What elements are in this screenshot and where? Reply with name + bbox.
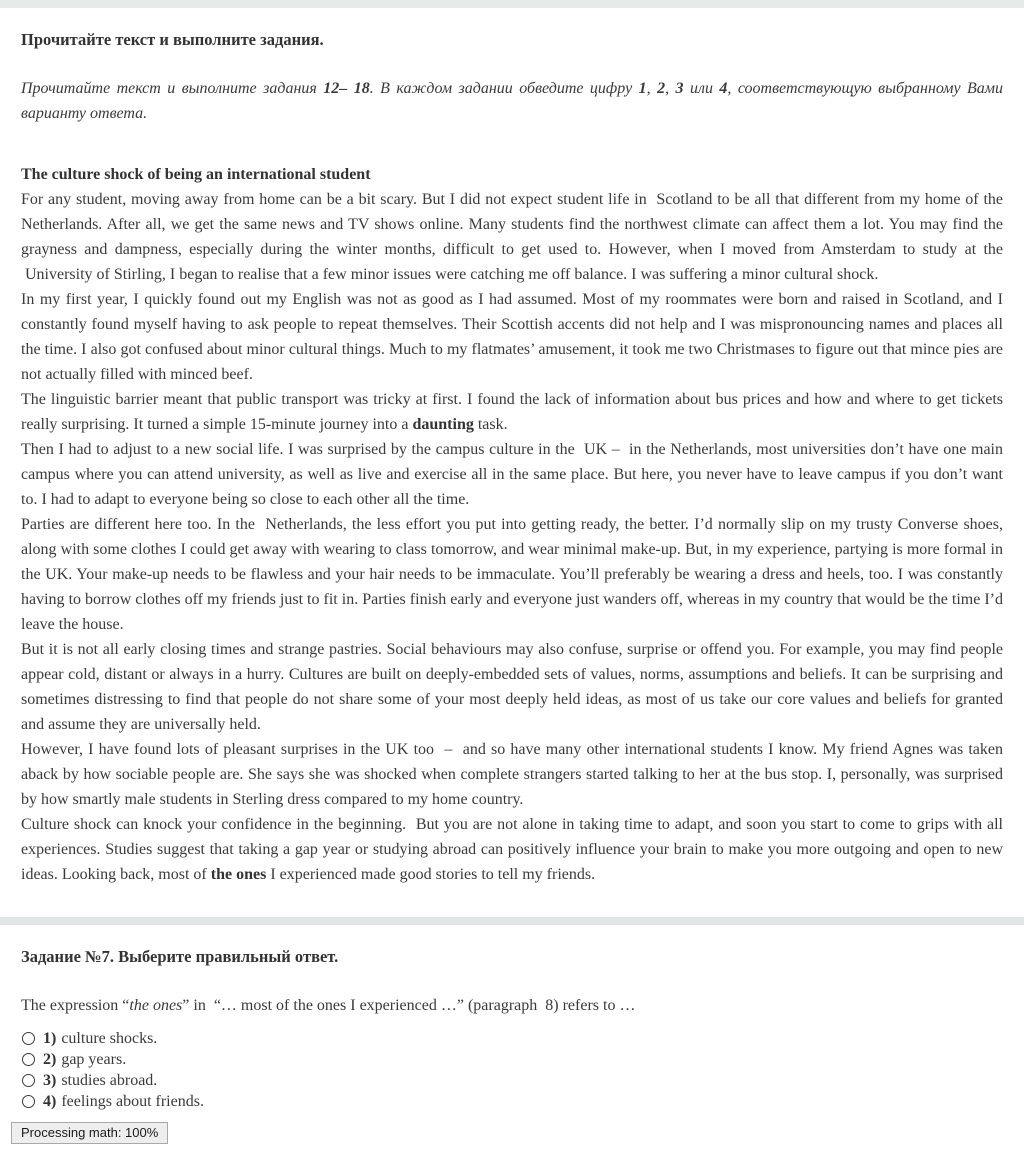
paragraph-text: Culture shock can knock your confidence in the beginning. But you are not alone in taking time to adapt, and soon you start to come to grips with all experiences. Studies suggest that taking a gap year or studying abroad can positively influence your brain to make you more outgoing and open to new ideas. Looking back, most of <box>21 816 1003 883</box>
option-number: 1) <box>43 1029 57 1047</box>
question-run: ” in “… most of the ones I experienced …” (paragraph 8) refers to … <box>182 997 636 1014</box>
question-quoted-expression: the ones <box>129 997 183 1014</box>
instructions-task-range: 12– 18 <box>323 80 370 97</box>
option-label: feelings about friends. <box>61 1092 204 1110</box>
article-paragraph-4: Then I had to adjust to a new social life. I was surprised by the campus culture in the UK – in the Netherlands, most universities don’t have one main campus where you can attend university, as well as live and exercise all in the same place. But here, you never have to leave campus if you don’t want to. I had to adapt to everyone being so close to each other all the time. <box>21 441 1003 508</box>
radio-button-option-4[interactable] <box>22 1095 35 1108</box>
instructions-digit: 3 <box>675 80 684 97</box>
instructions-digit: 4 <box>719 80 728 97</box>
instructions-run: , <box>646 80 658 97</box>
question-section <box>0 925 1024 1112</box>
article-paragraph-7: However, I have found lots of pleasant surprises in the UK too – and so have many other international students I know. My friend Agnes was taken aback by how sociable people are. She says she was shocked when complete strangers started talking to her at the bus stop. I, personally, was surprised by how smartly male students in Sterling dress compared to my home country. <box>21 741 1003 808</box>
task-heading: Задание №7. Выберите правильный ответ. <box>21 947 339 966</box>
answer-options <box>21 1028 1003 1112</box>
paragraph-text: I experienced made good stories to tell my friends. <box>266 866 596 883</box>
radio-button-option-1[interactable] <box>22 1032 35 1045</box>
reading-section <box>0 8 1024 917</box>
article-paragraph-2: In my first year, I quickly found out my English was not as good as I had assumed. Most of my roommates were born and raised in Scotland, and I constantly found myself having to ask people to repeat themselves. Their Scottish accents did not help and I was mispronouncing names and places all the time. I also got confused about minor cultural things. Much to my flatmates’ amusement, it took me two Christmases to figure out that mince pies are not actually filled with minced beef. <box>21 291 1003 383</box>
instructions-run: Прочитайте текст и выполните задания <box>21 80 324 97</box>
answer-option-3[interactable] <box>21 1070 1003 1091</box>
section-divider <box>0 917 1024 925</box>
answer-option-1[interactable] <box>21 1028 1003 1049</box>
instructions-run: , <box>665 80 676 97</box>
option-label: studies abroad. <box>61 1071 158 1089</box>
instructions-digit: 2 <box>657 80 666 97</box>
page-title: Прочитайте текст и выполните задания. <box>21 30 324 49</box>
emphasized-word-daunting: daunting <box>412 416 474 433</box>
radio-button-option-2[interactable] <box>22 1053 35 1066</box>
option-label: gap years. <box>61 1050 127 1068</box>
mathjax-status-box: Processing math: 100% <box>11 1122 168 1144</box>
emphasized-phrase-the-ones: the ones <box>210 866 267 883</box>
article-paragraph-6: But it is not all early closing times and strange pastries. Social behaviours may also confuse, surprise or offend you. For example, you may find people appear cold, distant or always in a hurry. Cultures are built on deeply-embedded sets of values, norms, assumptions and beliefs. It can be surprising and sometimes distressing to find that people do not share some of your most deeply held ideas, as most of us take our core values and beliefs for granted and assume they are universally held. <box>21 641 1003 733</box>
paragraph-text: task. <box>473 416 508 433</box>
article-paragraph-1: For any student, moving away from home can be a bit scary. But I did not expect student life in Scotland to be all that different from my home of the Netherlands. After all, we get the same news and TV shows online. Many students find the northwest climate can affect them a lot. You may find the grayness and dampness, especially during the winter months, difficult to get used to. However, when I moved from Amsterdam to study at the University of Stirling, I began to realise that a few minor issues were catching me off balance. I was suffering a minor cultural shock. <box>21 191 1003 283</box>
article-paragraph-3 <box>21 387 1003 437</box>
article-paragraph-5: Parties are different here too. In the Netherlands, the less effort you put into getting ready, the better. I’d normally slip on my trusty Converse shoes, along with some clothes I could get away with wearing to class tomorrow, and wear minimal make-up. But, in my experience, partying is more formal in the UK. Your make-up needs to be flawless and your hair needs to be immaculate. You’ll preferably be wearing a dress and heels, too. I was constantly having to borrow clothes off my friends just to fit in. Parties finish early and everyone just wanders off, whereas in my country that would be the time I’d leave the house. <box>21 516 1003 633</box>
option-number: 2) <box>43 1050 57 1068</box>
instructions-digit: 1 <box>638 80 647 97</box>
radio-button-option-3[interactable] <box>22 1074 35 1087</box>
option-number: 4) <box>43 1092 57 1110</box>
article-title: The culture shock of being an international student <box>21 166 371 183</box>
answer-option-4[interactable] <box>21 1091 1003 1112</box>
instructions-run: , соответствующую выбранному Вами варианту ответа. <box>21 80 1004 122</box>
option-label: culture shocks. <box>61 1029 158 1047</box>
paragraph-text: The linguistic barrier meant that public transport was tricky at first. I found the lack of information about bus prices and how and where to get tickets really surprising. It turned a simple 15-minute journey into a <box>21 391 1003 433</box>
instructions-run: . В каждом задании обведите цифру <box>369 80 639 97</box>
top-gray-bar <box>0 0 1024 8</box>
question-run: The expression “ <box>21 997 130 1014</box>
instructions-text <box>21 76 1003 126</box>
question-text <box>21 993 1003 1018</box>
option-number: 3) <box>43 1071 57 1089</box>
answer-option-2[interactable] <box>21 1049 1003 1070</box>
instructions-run: или <box>683 80 720 97</box>
article-paragraph-8 <box>21 812 1003 887</box>
